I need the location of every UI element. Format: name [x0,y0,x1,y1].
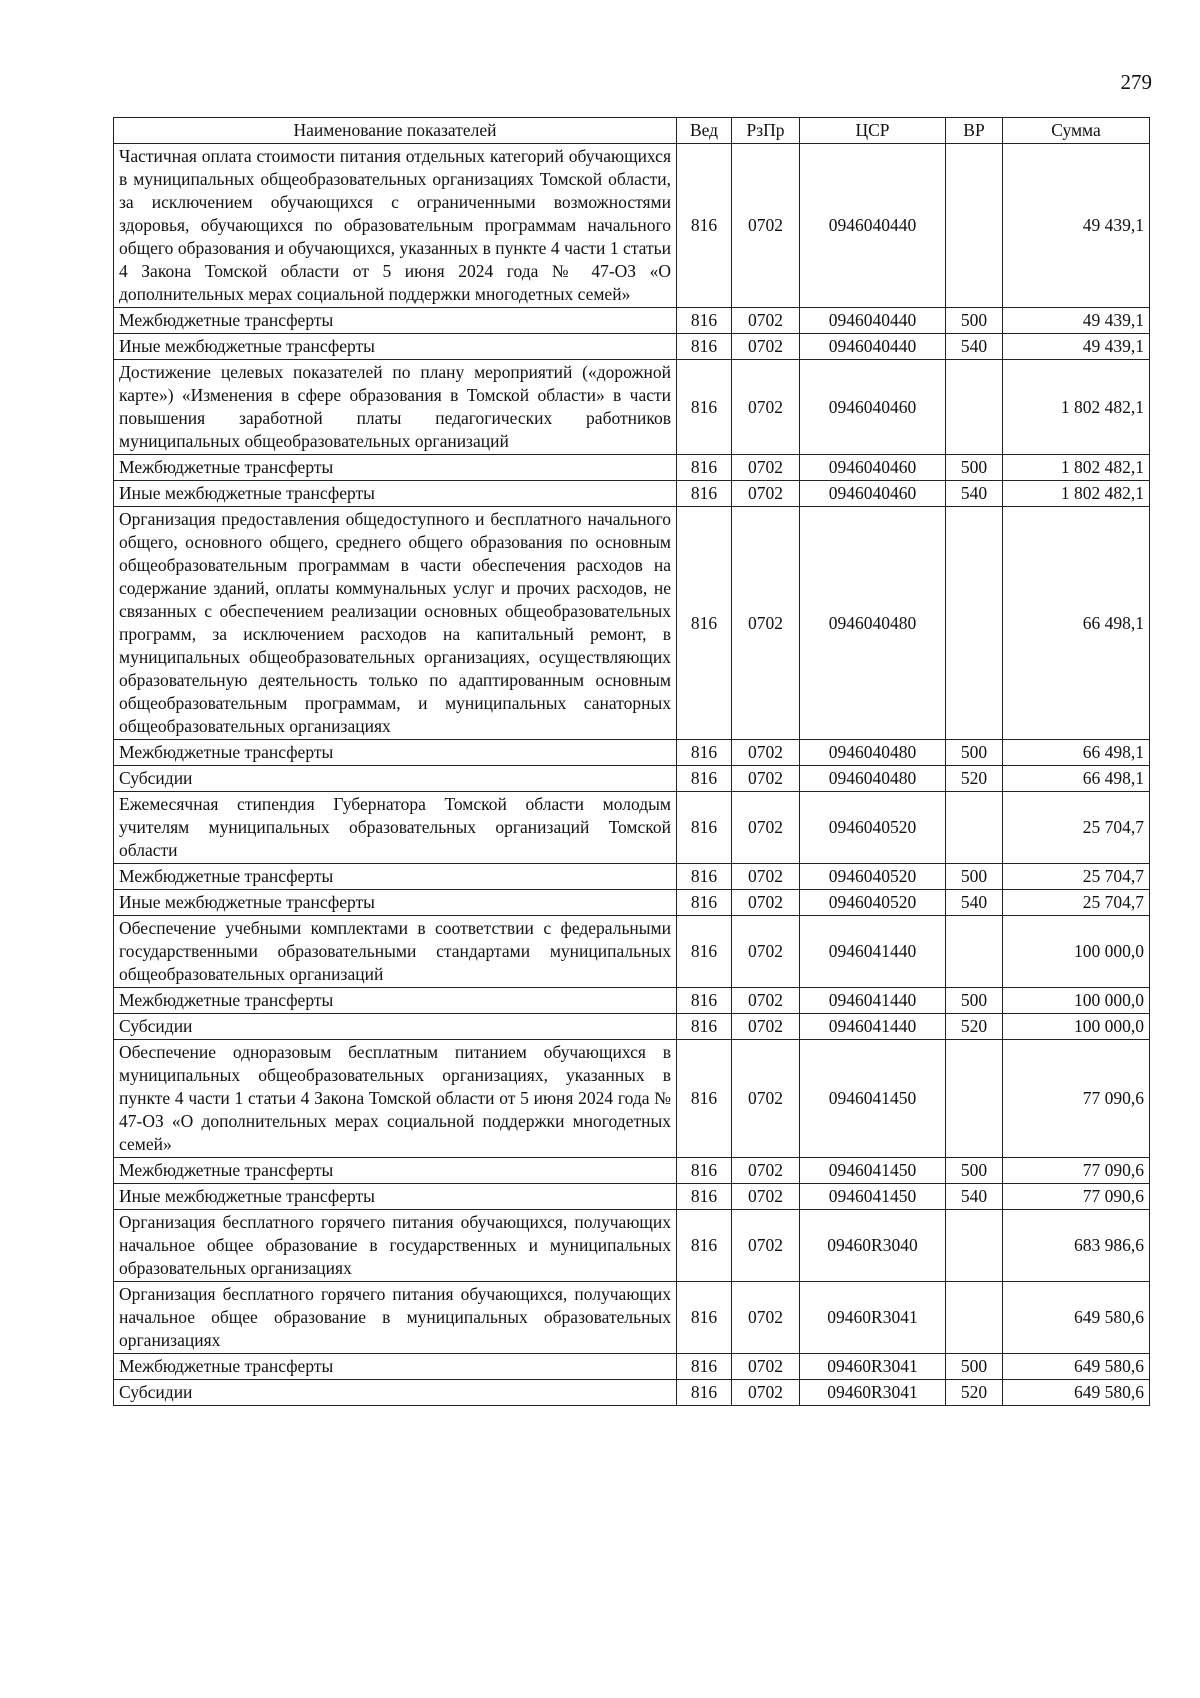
page-number: 279 [1120,70,1152,94]
row-csr: 0946040440 [800,308,946,334]
row-csr: 0946040440 [800,334,946,360]
table-row [114,481,1150,507]
table-row [114,740,1150,766]
header-name: Наименование показателей [114,118,677,144]
row-name: Межбюджетные трансферты [114,1354,677,1380]
row-vr: 540 [946,890,1003,916]
row-vr: 540 [946,481,1003,507]
row-csr: 0946041450 [800,1184,946,1210]
row-ved: 816 [677,740,732,766]
table-row [114,334,1150,360]
row-rzpr: 0702 [732,1380,800,1406]
row-rzpr: 0702 [732,360,800,455]
row-vr: 540 [946,334,1003,360]
row-vr: 500 [946,1158,1003,1184]
row-ved: 816 [677,766,732,792]
row-sum: 49 439,1 [1003,144,1150,308]
row-sum: 100 000,0 [1003,916,1150,988]
row-vr: 500 [946,1354,1003,1380]
row-sum: 649 580,6 [1003,1380,1150,1406]
row-rzpr: 0702 [732,890,800,916]
table-row [114,792,1150,864]
row-ved: 816 [677,334,732,360]
row-sum: 66 498,1 [1003,740,1150,766]
row-csr: 0946040520 [800,864,946,890]
table-row [114,1014,1150,1040]
row-name: Иные межбюджетные трансферты [114,334,677,360]
row-rzpr: 0702 [732,1354,800,1380]
row-name: Организация бесплатного горячего питания обучающихся, получающих начальное общее образование в государственных и муниципальных образовательных организациях [114,1210,677,1282]
row-vr [946,360,1003,455]
row-name: Межбюджетные трансферты [114,740,677,766]
row-vr: 500 [946,455,1003,481]
table-row [114,507,1150,740]
row-csr: 0946041440 [800,916,946,988]
row-vr: 500 [946,864,1003,890]
row-rzpr: 0702 [732,916,800,988]
row-rzpr: 0702 [732,1014,800,1040]
row-name: Частичная оплата стоимости питания отдельных категорий обучающихся в муниципальных общеобразовательных организациях Томской области, за исключением обучающихся с ограниченными возможностями здоровья, обучающихся по образовательным программам начального общего образования и обучающихся, указанных в пункте 4 части 1 статьи 4 Закона Томской области от 5 июня 2024 года № 47-ОЗ «О дополнительных мерах социальной поддержки многодетных семей» [114,144,677,308]
header-rzpr: РзПр [732,118,800,144]
row-rzpr: 0702 [732,455,800,481]
row-ved: 816 [677,792,732,864]
row-name: Обеспечение учебными комплектами в соответствии с федеральными государственными образовательными стандартами муниципальных общеобразовательных организаций [114,916,677,988]
row-sum: 77 090,6 [1003,1040,1150,1158]
row-name: Достижение целевых показателей по плану мероприятий («дорожной карте») «Изменения в сфере образования в Томской области» в части повышения заработной платы педагогических работников муниципальных общеобразовательных организаций [114,360,677,455]
row-rzpr: 0702 [732,334,800,360]
header-vr: ВР [946,118,1003,144]
table-row [114,308,1150,334]
row-rzpr: 0702 [732,144,800,308]
row-sum: 77 090,6 [1003,1158,1150,1184]
budget-table [113,117,1150,1406]
table-row [114,360,1150,455]
row-sum: 49 439,1 [1003,334,1150,360]
row-csr: 0946040480 [800,740,946,766]
row-ved: 816 [677,916,732,988]
row-name: Межбюджетные трансферты [114,864,677,890]
row-ved: 816 [677,507,732,740]
row-vr [946,1040,1003,1158]
table-row [114,988,1150,1014]
row-csr: 09460R3040 [800,1210,946,1282]
row-rzpr: 0702 [732,988,800,1014]
row-vr [946,916,1003,988]
row-csr: 0946040480 [800,507,946,740]
row-rzpr: 0702 [732,1210,800,1282]
row-vr: 520 [946,1014,1003,1040]
table-header-row [114,118,1150,144]
row-ved: 816 [677,1158,732,1184]
row-csr: 0946041450 [800,1158,946,1184]
table-row [114,766,1150,792]
row-rzpr: 0702 [732,1040,800,1158]
row-rzpr: 0702 [732,792,800,864]
row-name: Иные межбюджетные трансферты [114,1184,677,1210]
row-vr: 520 [946,766,1003,792]
row-rzpr: 0702 [732,766,800,792]
row-ved: 816 [677,360,732,455]
row-csr: 0946040460 [800,360,946,455]
row-csr: 0946041450 [800,1040,946,1158]
row-ved: 816 [677,455,732,481]
row-csr: 0946040460 [800,481,946,507]
row-sum: 77 090,6 [1003,1184,1150,1210]
row-vr: 500 [946,988,1003,1014]
row-name: Межбюджетные трансферты [114,1158,677,1184]
table-row [114,916,1150,988]
row-csr: 09460R3041 [800,1380,946,1406]
table-row [114,1184,1150,1210]
row-name: Межбюджетные трансферты [114,455,677,481]
row-sum: 25 704,7 [1003,864,1150,890]
row-rzpr: 0702 [732,308,800,334]
table-row [114,1380,1150,1406]
row-sum: 25 704,7 [1003,792,1150,864]
row-name: Субсидии [114,766,677,792]
row-csr: 0946040520 [800,792,946,864]
header-sum: Сумма [1003,118,1150,144]
row-name: Иные межбюджетные трансферты [114,481,677,507]
row-csr: 09460R3041 [800,1354,946,1380]
row-ved: 816 [677,890,732,916]
row-csr: 09460R3041 [800,1282,946,1354]
row-csr: 0946041440 [800,1014,946,1040]
row-name: Межбюджетные трансферты [114,988,677,1014]
table-row [114,864,1150,890]
row-rzpr: 0702 [732,1184,800,1210]
row-rzpr: 0702 [732,1282,800,1354]
row-name: Иные межбюджетные трансферты [114,890,677,916]
row-name: Организация предоставления общедоступного и бесплатного начального общего, основного общего, среднего общего образования по основным общеобразовательным программам в части обеспечения расходов на содержание зданий, оплаты коммунальных услуг и прочих расходов, не связанных с обеспечением реализации основных общеобразовательных программ, за исключением расходов на капитальный ремонт, в муниципальных общеобразовательных организациях, осуществляющих образовательную деятельность только по адаптированным основным общеобразовательным программам, и муниципальных санаторных общеобразовательных организациях [114,507,677,740]
row-csr: 0946040520 [800,890,946,916]
row-ved: 816 [677,1282,732,1354]
row-ved: 816 [677,144,732,308]
row-name: Ежемесячная стипендия Губернатора Томской области молодым учителям муниципальных образовательных организаций Томской области [114,792,677,864]
table-row [114,455,1150,481]
row-rzpr: 0702 [732,740,800,766]
row-sum: 25 704,7 [1003,890,1150,916]
row-vr [946,144,1003,308]
row-rzpr: 0702 [732,481,800,507]
header-ved: Вед [677,118,732,144]
row-csr: 0946040480 [800,766,946,792]
row-vr [946,1210,1003,1282]
row-vr [946,507,1003,740]
row-rzpr: 0702 [732,507,800,740]
row-sum: 649 580,6 [1003,1282,1150,1354]
row-csr: 0946041440 [800,988,946,1014]
header-csr: ЦСР [800,118,946,144]
row-name: Межбюджетные трансферты [114,308,677,334]
row-ved: 816 [677,308,732,334]
table-row [114,1158,1150,1184]
row-name: Субсидии [114,1014,677,1040]
row-ved: 816 [677,1014,732,1040]
table-row [114,1040,1150,1158]
row-ved: 816 [677,1184,732,1210]
row-sum: 1 802 482,1 [1003,455,1150,481]
row-sum: 66 498,1 [1003,507,1150,740]
row-ved: 816 [677,1210,732,1282]
row-vr: 520 [946,1380,1003,1406]
row-sum: 49 439,1 [1003,308,1150,334]
row-sum: 100 000,0 [1003,988,1150,1014]
row-sum: 1 802 482,1 [1003,481,1150,507]
row-sum: 683 986,6 [1003,1210,1150,1282]
table-row [114,890,1150,916]
row-ved: 816 [677,988,732,1014]
table-row [114,144,1150,308]
row-name: Организация бесплатного горячего питания обучающихся, получающих начальное общее образование в муниципальных образовательных организациях [114,1282,677,1354]
row-rzpr: 0702 [732,864,800,890]
row-ved: 816 [677,1354,732,1380]
row-sum: 100 000,0 [1003,1014,1150,1040]
row-rzpr: 0702 [732,1158,800,1184]
table-row [114,1354,1150,1380]
row-csr: 0946040460 [800,455,946,481]
row-sum: 66 498,1 [1003,766,1150,792]
row-name: Обеспечение одноразовым бесплатным питанием обучающихся в муниципальных общеобразовательных организациях, указанных в пункте 4 части 1 статьи 4 Закона Томской области от 5 июня 2024 года № 47-ОЗ «О дополнительных мерах социальной поддержки многодетных семей» [114,1040,677,1158]
row-vr: 540 [946,1184,1003,1210]
row-csr: 0946040440 [800,144,946,308]
row-name: Субсидии [114,1380,677,1406]
table-row [114,1210,1150,1282]
row-vr: 500 [946,308,1003,334]
row-vr [946,792,1003,864]
row-ved: 816 [677,1040,732,1158]
row-ved: 816 [677,481,732,507]
row-vr [946,1282,1003,1354]
row-sum: 649 580,6 [1003,1354,1150,1380]
row-sum: 1 802 482,1 [1003,360,1150,455]
row-ved: 816 [677,864,732,890]
row-ved: 816 [677,1380,732,1406]
table-row [114,1282,1150,1354]
row-vr: 500 [946,740,1003,766]
